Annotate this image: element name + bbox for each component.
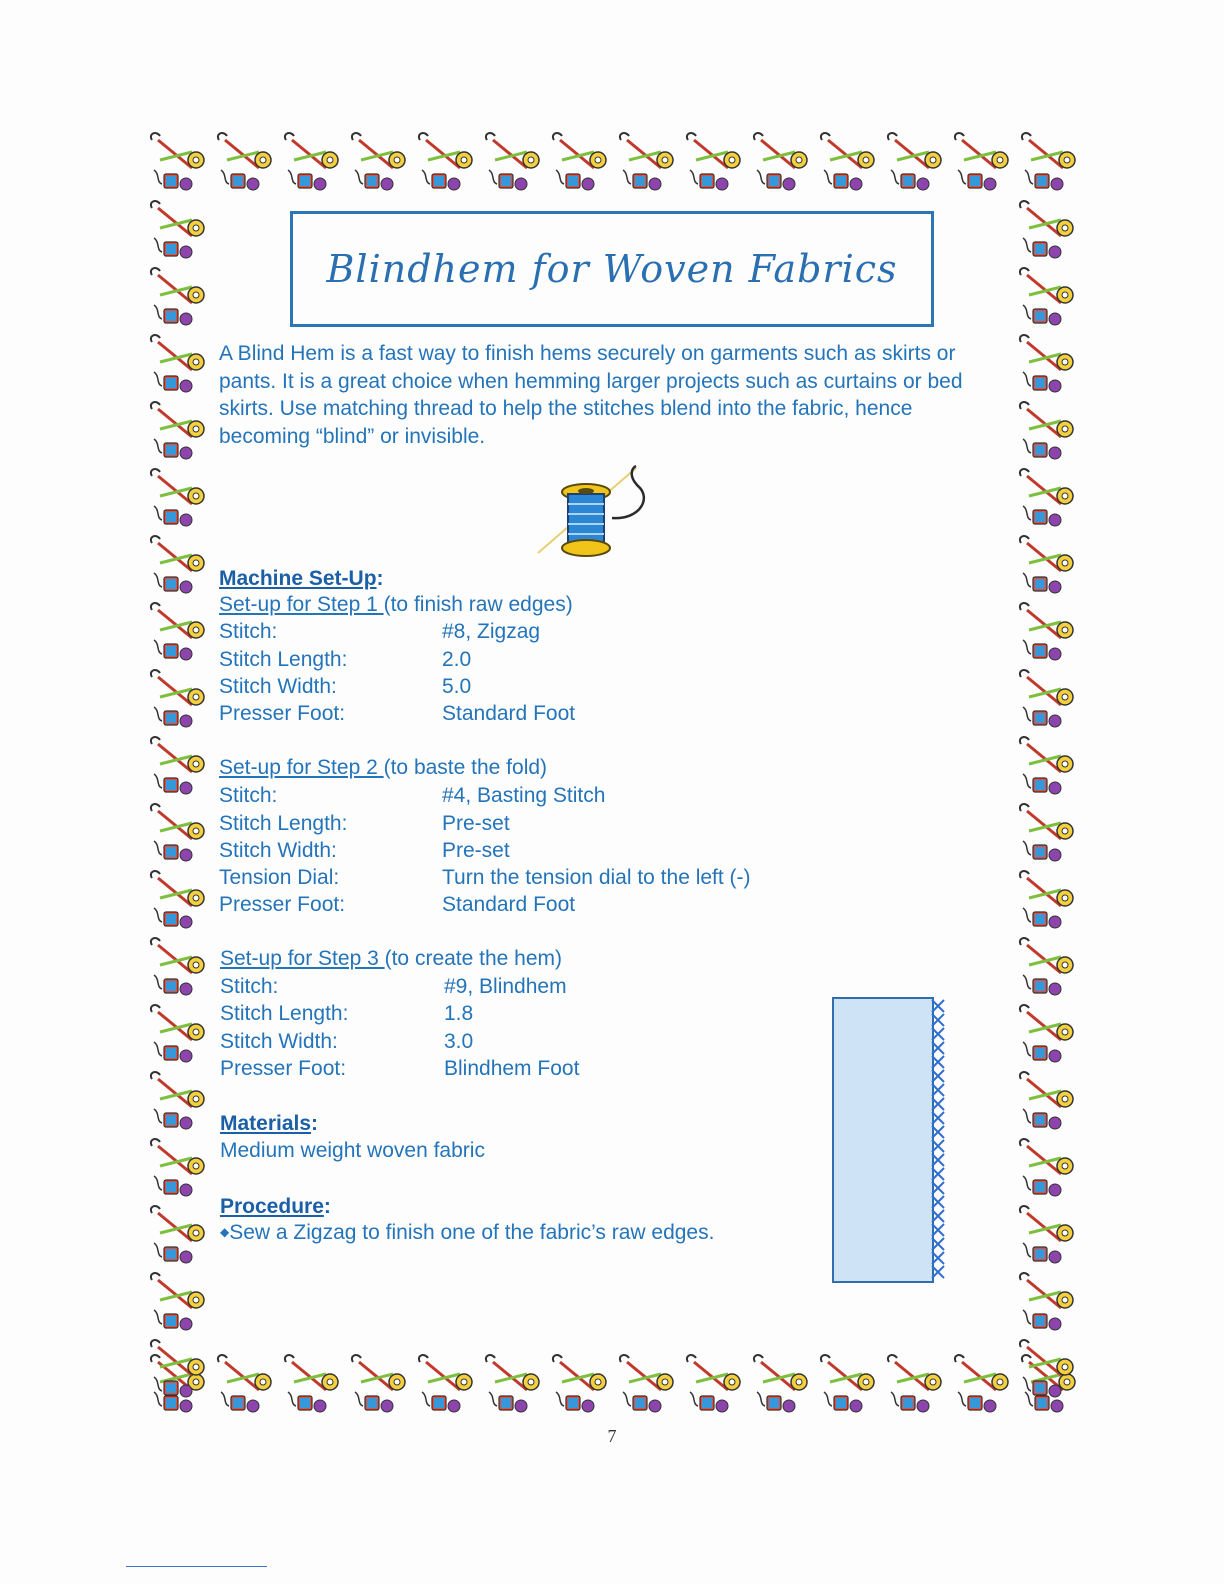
scissors-icon — [146, 198, 212, 264]
scissors-icon — [213, 130, 279, 196]
step3-label: Set-up for Step 3 — [220, 947, 385, 970]
scissors-icon — [146, 868, 212, 934]
scissors-icon — [682, 1352, 748, 1418]
scissors-icon — [1015, 734, 1081, 800]
scissors-icon — [1015, 801, 1081, 867]
setting-value: Blindhem Foot — [444, 1057, 580, 1080]
scissors-icon — [146, 1136, 212, 1202]
setting-value: Standard Foot — [442, 893, 576, 916]
scissors-icon — [548, 130, 614, 196]
setting-key: Stitch: — [219, 784, 278, 807]
scissors-icon — [146, 332, 212, 398]
setting-value: 3.0 — [444, 1030, 474, 1053]
scissors-icon — [146, 1002, 212, 1068]
scissors-icon — [615, 1352, 681, 1418]
setting-value: #9, Blindhem — [444, 975, 567, 998]
scissors-icon — [146, 734, 212, 800]
scissors-icon — [1015, 1337, 1081, 1403]
procedure-colon: : — [323, 1195, 331, 1218]
step2-purpose: (to baste the fold) — [383, 756, 548, 779]
page-number: 7 — [607, 1426, 617, 1446]
materials-heading-text: Materials — [220, 1112, 312, 1135]
scissors-icon — [146, 130, 212, 196]
scissors-icon — [1015, 332, 1081, 398]
scissors-icon — [1015, 466, 1081, 532]
scissors-icon — [280, 130, 346, 196]
scissors-icon — [146, 935, 212, 1001]
scissors-icon — [1015, 600, 1081, 666]
step1-label: Set-up for Step 1 — [219, 593, 384, 616]
scissors-icon — [1015, 667, 1081, 733]
scissors-icon — [1015, 533, 1081, 599]
scissors-icon — [615, 130, 681, 196]
setting-key: Stitch Width: — [220, 1030, 338, 1053]
setting-value: #8, Zigzag — [442, 620, 541, 643]
setting-key: Stitch Width: — [219, 675, 337, 698]
scissors-icon — [1015, 1203, 1081, 1269]
setting-key: Stitch Length: — [219, 648, 348, 671]
setting-key: Tension Dial: — [219, 866, 340, 889]
scissors-icon — [146, 265, 212, 331]
scissors-icon — [146, 667, 212, 733]
scissors-icon — [950, 130, 1016, 196]
setting-key: Stitch Length: — [219, 812, 348, 835]
machine-setup-heading — [219, 566, 384, 592]
scissors-icon — [1015, 868, 1081, 934]
diamond-bullet-icon: ◆ — [220, 1225, 230, 1239]
materials-heading — [220, 1111, 318, 1137]
scissors-icon — [146, 600, 212, 666]
fabric-swatch-illustration — [832, 996, 956, 1286]
scissors-icon — [1015, 935, 1081, 1001]
scissors-icon — [146, 533, 212, 599]
setting-key: Presser Foot: — [219, 893, 346, 916]
scissors-icon — [146, 801, 212, 867]
scissors-icon — [749, 130, 815, 196]
scissors-icon — [414, 130, 480, 196]
scissors-icon — [481, 1352, 547, 1418]
scissors-icon — [816, 130, 882, 196]
materials-text: Medium weight woven fabric — [220, 1139, 485, 1162]
scissors-icon — [1017, 130, 1083, 196]
scissors-icon — [1015, 265, 1081, 331]
setting-value: Pre-set — [442, 839, 510, 862]
scissors-icon — [682, 130, 748, 196]
setting-value: 5.0 — [442, 675, 472, 698]
setting-value: Pre-set — [442, 812, 510, 835]
setting-value: 1.8 — [444, 1002, 474, 1025]
scissors-icon — [280, 1352, 346, 1418]
footer-rule — [126, 1566, 267, 1567]
procedure-heading — [220, 1194, 331, 1220]
setting-key: Stitch: — [220, 975, 279, 998]
machine-setup-colon: : — [376, 567, 384, 590]
scissors-icon — [481, 130, 547, 196]
scissors-icon — [1015, 198, 1081, 264]
scissors-icon — [950, 1352, 1016, 1418]
procedure-step-text: Sew a Zigzag to finish one of the fabric’s raw edges. — [229, 1221, 715, 1244]
scissors-icon — [1015, 1002, 1081, 1068]
step2-title — [219, 755, 547, 781]
thread-spool-icon — [528, 458, 658, 558]
scissors-icon — [816, 1352, 882, 1418]
scissors-icon — [414, 1352, 480, 1418]
scissors-icon — [146, 1203, 212, 1269]
scissors-icon — [347, 1352, 413, 1418]
setting-value: Turn the tension dial to the left (-) — [442, 866, 751, 889]
step2-label: Set-up for Step 2 — [219, 756, 384, 779]
step3-title — [220, 946, 562, 972]
procedure-heading-text: Procedure — [220, 1195, 324, 1218]
scissors-icon — [146, 1337, 212, 1403]
scissors-icon — [1015, 1136, 1081, 1202]
page-title: Blindhem for Woven Fabrics — [326, 247, 898, 291]
scissors-icon — [146, 399, 212, 465]
setting-key: Stitch Width: — [219, 839, 337, 862]
scissors-icon — [213, 1352, 279, 1418]
scissors-icon — [548, 1352, 614, 1418]
scissors-icon — [1015, 1069, 1081, 1135]
step1-title — [219, 592, 573, 618]
step1-purpose: (to finish raw edges) — [383, 593, 573, 616]
scissors-icon — [347, 130, 413, 196]
setting-value: Standard Foot — [442, 702, 576, 725]
setting-key: Presser Foot: — [220, 1057, 347, 1080]
setting-key: Presser Foot: — [219, 702, 346, 725]
setting-value: #4, Basting Stitch — [442, 784, 606, 807]
step3-purpose: (to create the hem) — [384, 947, 563, 970]
procedure-step — [220, 1219, 714, 1246]
setting-value: 2.0 — [442, 648, 472, 671]
setting-key: Stitch: — [219, 620, 278, 643]
materials-colon: : — [311, 1112, 319, 1135]
scissors-icon — [883, 1352, 949, 1418]
setting-key: Stitch Length: — [220, 1002, 349, 1025]
scissors-icon — [1015, 1270, 1081, 1336]
scissors-icon — [146, 466, 212, 532]
scissors-icon — [883, 130, 949, 196]
scissors-icon — [146, 1069, 212, 1135]
machine-setup-heading-text: Machine Set-Up — [219, 567, 377, 590]
title-box — [290, 211, 934, 327]
scissors-icon — [1015, 399, 1081, 465]
scissors-icon — [146, 1270, 212, 1336]
scissors-icon — [749, 1352, 815, 1418]
intro-paragraph: A Blind Hem is a fast way to finish hems securely on garments such as skirts or pants. It is a great choice when hemming larger projects such as curtains or bed skirts. Use matching thread to help the stitches blend into the fabric, hence becoming “blind” or invisible. — [219, 342, 963, 448]
